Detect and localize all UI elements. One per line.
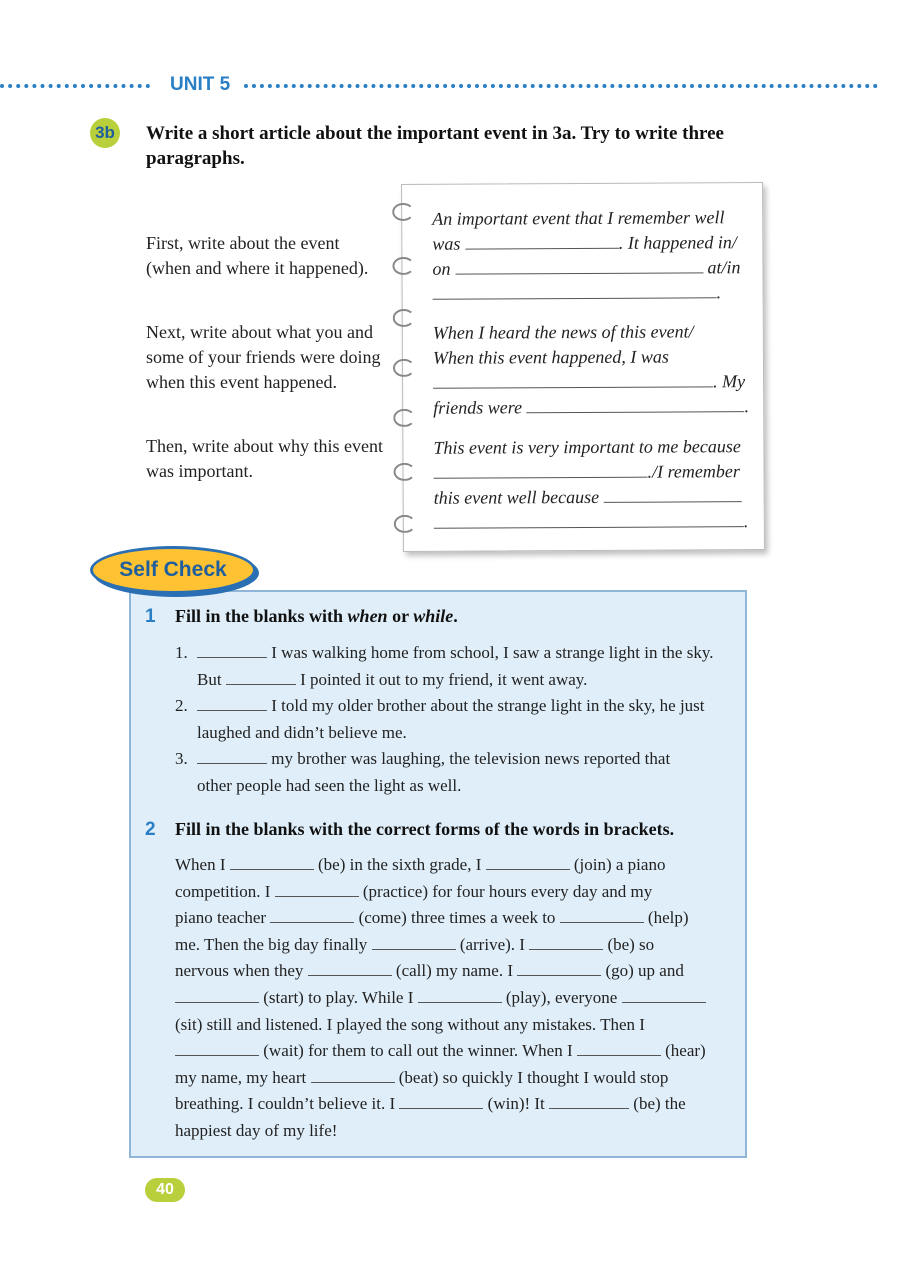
header-dots-right (244, 84, 878, 88)
answer-blank[interactable] (418, 987, 502, 1003)
writing-card (401, 182, 765, 552)
card-line: ./I remember (433, 459, 753, 486)
card-paragraph-3 (433, 434, 754, 536)
card-line: When this event happened, I was (432, 346, 669, 368)
self-check-badge: Self Check (90, 546, 256, 594)
card-line: was . It happened in/ (432, 232, 737, 254)
passage-line: (wait) for them to call out the winner. When I (hear) (175, 1038, 735, 1065)
question-2-title: Fill in the blanks with the correct forms of the words in brackets. (175, 819, 675, 839)
answer-blank[interactable] (433, 460, 647, 479)
answer-blank[interactable] (434, 509, 744, 529)
answer-blank[interactable] (230, 854, 314, 870)
binder-ring-icon (394, 515, 416, 533)
answer-blank[interactable] (175, 987, 259, 1003)
question-1-items (175, 640, 735, 800)
answer-blank[interactable] (604, 484, 742, 503)
card-paragraph-1 (432, 205, 753, 307)
binder-ring-icon (393, 409, 415, 427)
header-dots-left (0, 84, 150, 88)
answer-blank[interactable] (226, 669, 296, 685)
q1-item-1-cont: But I pointed it out to my friend, it went away. (197, 669, 588, 689)
q1-item-1: 1. I was walking home from school, I saw a strange light in the sky. (175, 643, 714, 662)
card-line: this event well because (434, 484, 754, 511)
card-line: on at/in (432, 257, 741, 279)
step-next: Next, write about what you and some of your friends were doing when this event happened. (146, 322, 381, 392)
binder-ring-icon (392, 257, 414, 275)
binder-ring-icon (393, 309, 415, 327)
passage-line: competition. I (practice) for four hours every day and my (175, 881, 653, 901)
answer-blank[interactable] (577, 1040, 661, 1056)
question-2-passage (175, 852, 735, 1145)
task-3b-title: Write a short article about the important event in 3a. Try to write three paragraphs. (146, 123, 724, 169)
q1-item-3: 3. my brother was laughing, the television news reported that (175, 749, 671, 769)
binder-ring-icon (392, 203, 414, 221)
card-line: . My (433, 369, 753, 396)
answer-blank[interactable] (455, 255, 703, 274)
passage-line: my name, my heart (beat) so quickly I thought I would stop (175, 1067, 669, 1087)
step-first: First, write about the event (when and where it happened). (146, 233, 369, 278)
unit-title: UNIT 5 (170, 74, 231, 95)
task-3b-badge: 3b (90, 118, 120, 148)
card-line: When I heard the news of this event/ (432, 321, 694, 343)
answer-blank[interactable] (486, 854, 570, 870)
passage-line: piano teacher (come) three times a week to (help) (175, 908, 689, 928)
question-1-number: 1 (145, 606, 156, 627)
passage-line: nervous when they (call) my name. I (go) up and (175, 961, 684, 981)
answer-blank[interactable] (465, 231, 619, 250)
card-line: . (433, 280, 753, 307)
answer-blank[interactable] (622, 987, 706, 1003)
binder-ring-icon (394, 463, 416, 481)
answer-blank[interactable] (560, 907, 644, 923)
passage-line: me. Then the big day finally (arrive). I (be) so (175, 934, 655, 954)
passage-line: (sit) still and listened. I played the song without any mistakes. Then I (175, 1014, 645, 1034)
q1-item-2-cont: laughed and didn’t believe me. (197, 722, 407, 742)
answer-blank[interactable] (517, 960, 601, 976)
answer-blank[interactable] (529, 934, 603, 950)
step-then: Then, write about why this event was important. (146, 436, 383, 481)
answer-blank[interactable] (399, 1093, 483, 1109)
answer-blank[interactable] (311, 1067, 395, 1083)
q1-item-2: 2. I told my older brother about the strange light in the sky, he just (175, 696, 705, 716)
answer-blank[interactable] (549, 1093, 629, 1109)
answer-blank[interactable] (270, 907, 354, 923)
answer-blank[interactable] (197, 695, 267, 711)
answer-blank[interactable] (372, 934, 456, 950)
answer-blank[interactable] (197, 642, 267, 658)
passage-line: breathing. I couldn’t believe it. I (win)! It (be) the (175, 1094, 686, 1114)
card-paragraph-2 (433, 319, 754, 421)
card-line: This event is very important to me because (433, 436, 741, 458)
page-number: 40 (145, 1178, 185, 1202)
card-line: friends were . (433, 396, 750, 418)
card-line: An important event that I remember well (432, 207, 725, 229)
answer-blank[interactable] (526, 394, 744, 413)
card-line: . (434, 509, 754, 536)
answer-blank[interactable] (275, 881, 359, 897)
question-2-number: 2 (145, 819, 156, 840)
answer-blank[interactable] (433, 280, 717, 299)
answer-blank[interactable] (433, 369, 713, 388)
binder-ring-icon (393, 359, 415, 377)
passage-line: (start) to play. While I (play), everyone (175, 985, 735, 1012)
q1-item-3-cont: other people had seen the light as well. (197, 775, 462, 795)
passage-line: When I (be) in the sixth grade, I (join) a piano (175, 855, 666, 874)
answer-blank[interactable] (175, 1040, 259, 1056)
question-1-title: Fill in the blanks with when or while. (175, 606, 458, 626)
answer-blank[interactable] (197, 748, 267, 764)
passage-line: happiest day of my life! (175, 1120, 338, 1140)
answer-blank[interactable] (308, 960, 392, 976)
